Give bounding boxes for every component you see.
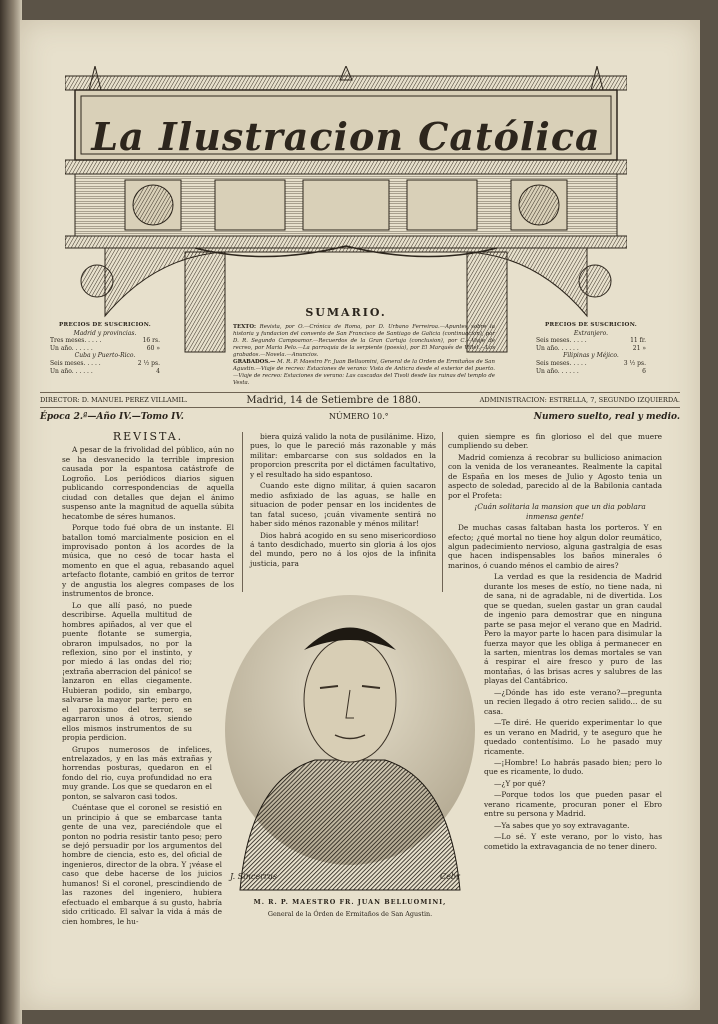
price-row: Seis meses. . . . . 3 ½ ps. bbox=[536, 359, 646, 367]
prices-left-heading: PRECIOS DE SUSCRICION. bbox=[58, 322, 152, 328]
newspaper-page bbox=[20, 20, 700, 1010]
price-row: Seis meses. . . . . 2 ½ ps. bbox=[50, 359, 160, 367]
paragraph: A pesar de la frivolidad del público, aún no se ha desvanecido la terrible impresion causada por la espantosa catástrofe de Logroño. Los periódicos diarios siguen publicando correspondencias de aquella ciudad con detalles que dejan el ánimo suspenso ante la magnitud de aquella súbita hecatombe de séres humanos. bbox=[62, 445, 234, 521]
price-row: Seis meses. . . . . 11 fr. bbox=[536, 337, 646, 345]
prices-right-subtitle1: Extranjero. bbox=[573, 329, 609, 337]
paragraph: Madrid comienza á recobrar su bullicioso animacion con la venida de los veraneantes. Realmente la capital de España en los meses de Julio y Agosto tenia un aspecto de soledad, parecido al de la Babilonia cantada por el Profeta: bbox=[448, 452, 662, 500]
prices-right-subtitle2: Filipinas y Méjico. bbox=[563, 352, 619, 360]
paragraph: —¡Hombre! Lo habrás pasado bien; pero lo que es ricamente, lo dudo. bbox=[484, 757, 662, 777]
price-row: Un año. . . . . . 6 bbox=[536, 367, 646, 375]
epoch-volume: Época 2.ª—Año IV.—Tomo IV. bbox=[40, 412, 184, 422]
article-heading: REVISTA. bbox=[112, 430, 184, 443]
portrait-illustration bbox=[220, 590, 480, 900]
issue-number: NÚMERO 10.° bbox=[329, 412, 389, 421]
paragraph: De muchas casas faltaban hasta los porteros. Y en efecto; ¿qué mortal no tiene hoy algun dolor reumático, algun padecimiento nervioso, alguna gastralgia de esas que hacen indispensables los baños minerales ó marinos, ó cuando ménos el cambio de aires? bbox=[448, 523, 662, 570]
prices-left-subtitle1: Madrid y provincias. bbox=[73, 329, 137, 337]
prices-left-subtitle2: Cuba y Puerto-Rico. bbox=[74, 352, 136, 360]
portrait-subcaption: General de la Órden de Ermitaños de San Agustin. bbox=[267, 910, 433, 918]
column-rule bbox=[442, 432, 443, 592]
paragraph: Grupos numerosos de infelices, entrelazados, y en las más extrañas y horrendas posturas, quedaron en el fondo del rio, cuya profundidad no era muy grande. Los que se quedaron en el ponton, se salvaron casi todos. bbox=[62, 744, 212, 801]
book-spine bbox=[0, 0, 22, 1024]
epoch-bar bbox=[40, 412, 680, 422]
paragraph: La verdad es que la residencia de Madrid durante los meses de estío, no tiene nada, ni de sana, ni de agradable, ni de divertida. Los que se quedan, suelen gastar un gran caudal de ingenio para demostrar que en ninguna parte se pasa mejor el verano que en Madrid. Pero la mayor parte lo hacen para disimular la fuerza mayor que les obliga á permanecer en la sarten, mientras los demas mortales se van á respirar el aire fresco y puro de las montañas, ó las brisas acres y salubres de las playas del Cantábrico. bbox=[484, 572, 662, 686]
paragraph: quien siempre es fin glorioso el del que muere cumpliendo su deber. bbox=[448, 432, 662, 451]
sumario-heading: SUMARIO. bbox=[305, 306, 387, 319]
sumario-texto: Revista, por O.—Crónica de Roma, por D. Urbano Ferreiroa.—Apuntes sobre la historia y fundacion del convento de San Francisco de Santiago de Galicia (continuacion), por D. R. Segundo Campoamor.—Recuerdos de la Gran Cartuja (conclusion), por C.—Viaje de recreo, por Maria Pelo.—La parroquia de la serpiente (poesía), por El Marqués de Villel.—Los grabados.—Novela.—Anuncios. bbox=[233, 324, 495, 358]
article-column-3 bbox=[448, 432, 662, 853]
paragraph: Lo que allí pasó, no puede describirse. Aquella multitud de hombres apiñados, al ver que el puente flotante se sumergia, obraron impulsados, no por la reflexion, sino por el instinto, y por miedo á las ondas del rio; ¡extraña aberracion del pánico! se lanzaron en ellas ciegamente. Hubieran podido, sin embargo, salvarse la mayor parte; pero en el paroxismo del terror, se agarraron unos á otros, siendo ellos mismos instrumentos de su propia perdicion. bbox=[62, 600, 192, 743]
director-line: DIRECTOR: D. MANUEL PEREZ VILLAMIL. bbox=[40, 396, 188, 404]
sumario-texto-label: TEXTO: bbox=[233, 324, 256, 330]
prices-left bbox=[50, 322, 160, 375]
paragraph: biera quizá valido la nota de pusilánime. Hizo, pues, lo que le pareció más razonable y más militar: embarcarse con sus soldados en la proporcion prescrita por el dictámen facultativo, y el resultado ha sido espantoso. bbox=[250, 432, 436, 479]
paragraph: —¿Y por qué? bbox=[494, 778, 546, 788]
paragraph: —¿Dónde has ido este verano?—pregunta un recien llegado á otro recien salido... de su casa. bbox=[484, 687, 662, 716]
info-bar bbox=[40, 392, 680, 408]
paragraph: Cuéntase que el coronel se resistió en un principio á que se embarcase tanta gente de una vez, pareciéndole que el ponton no podria resistir tanto peso; pero se dejó persuadir por los argumentos del hombre de ciencia, esto es, del oficial de ingenieros, director de la obra. Y ¡véase el caso que debe hacerse de los juicios humanos! Si el coronel, prescindiendo de las razones del ingeniero, hubiera efectuado el embarque á su gusto, habría sido criticado. El salvar la vida á más de cien hombres, le hu- bbox=[62, 803, 222, 926]
sumario-grabados-label: GRABADOS.— bbox=[233, 359, 276, 365]
column-rule bbox=[242, 432, 243, 592]
prices-right-heading: PRECIOS DE SUSCRICION. bbox=[544, 322, 638, 328]
poem-quote: ¡Cuán solitaria la mansion que un dia poblara inmensa gente! bbox=[474, 502, 646, 521]
masthead-ornament bbox=[65, 66, 627, 366]
paragraph: —Ya sabes que yo soy extravagante. bbox=[494, 820, 630, 830]
paragraph: Cuando este digno militar, á quien sacaron medio asfixiado de las aguas, se halle en situacion de poder pensar en los incidentes de tan fatal suceso, ¡cuán vivamente sentirá no haber sido ménos razonable y ménos militar! bbox=[250, 481, 436, 529]
price-row: Un año. . . . . . 60 » bbox=[50, 344, 160, 352]
paragraph: —Porque todos los que pueden pasar el verano ricamente, procuran poner el Ebro entre su persona y Madrid. bbox=[484, 790, 662, 819]
paragraph: Dios habrá acogido en su seno misericordioso á tanto desdichado, muerto sin gloria á los ojos del mundo, pero no á los ojos de la infinita justicia, para bbox=[250, 530, 436, 568]
paragraph: —Te diré. He querido experimentar lo que es un verano en Madrid, y te aseguro que he quedado contentísimo. Lo he pasado muy ricamente. bbox=[484, 718, 662, 756]
signature-right: Cebr bbox=[440, 872, 460, 881]
portrait-caption: M. R. P. MAESTRO FR. JUAN BELLUOMINI, bbox=[253, 898, 447, 906]
prices-right bbox=[536, 322, 646, 375]
single-copy-price: Numero suelto, real y medio. bbox=[533, 412, 680, 422]
article-column-1 bbox=[62, 432, 234, 928]
administration-line: ADMINISTRACION: ESTRELLA, 7, SEGUNDO IZQUIERDA. bbox=[479, 396, 680, 404]
paragraph: —Lo sé. Y este verano, por lo visto, has cometido la extravagancia de no tener dinero. bbox=[484, 832, 662, 851]
issue-date: Madrid, 14 de Setiembre de 1880. bbox=[246, 394, 421, 406]
sumario-text bbox=[233, 324, 495, 387]
paragraph: Porque todo fué obra de un instante. El batallon tomó marcialmente posicion en el improvisado ponton á los acordes de la música, que no cesó de tocar hasta el momento en que el agua, rebasando aquel artefacto flotante, cambió en gritos de terror y de angustia los alegres compases de los instrumentos de bronce. bbox=[62, 523, 234, 599]
masthead-title: La Ilustracion Católica bbox=[91, 114, 601, 159]
article-column-2 bbox=[250, 432, 436, 570]
price-row: Un año. . . . . . 21 » bbox=[536, 344, 646, 352]
price-row: Un año. . . . . . 4 bbox=[50, 367, 160, 375]
sumario-grabados: M. R. P. Maestro Fr. Juan Belluomini, General de la Orden de Ermitaños de San Agustin.—Viaje de recreo: Estaciones de verano: Vista de Anticra desde el exterior del puerto.—Viaje de recreo: Estaciones de verano: Las cascadas del Tivoli desde las ruinas del templo de Vesta. bbox=[233, 359, 495, 386]
signature-left: J. Sincerrus bbox=[230, 872, 277, 881]
portrait-engraving bbox=[220, 590, 480, 900]
price-row: Tres meses. . . . . 16 rs. bbox=[50, 337, 160, 345]
